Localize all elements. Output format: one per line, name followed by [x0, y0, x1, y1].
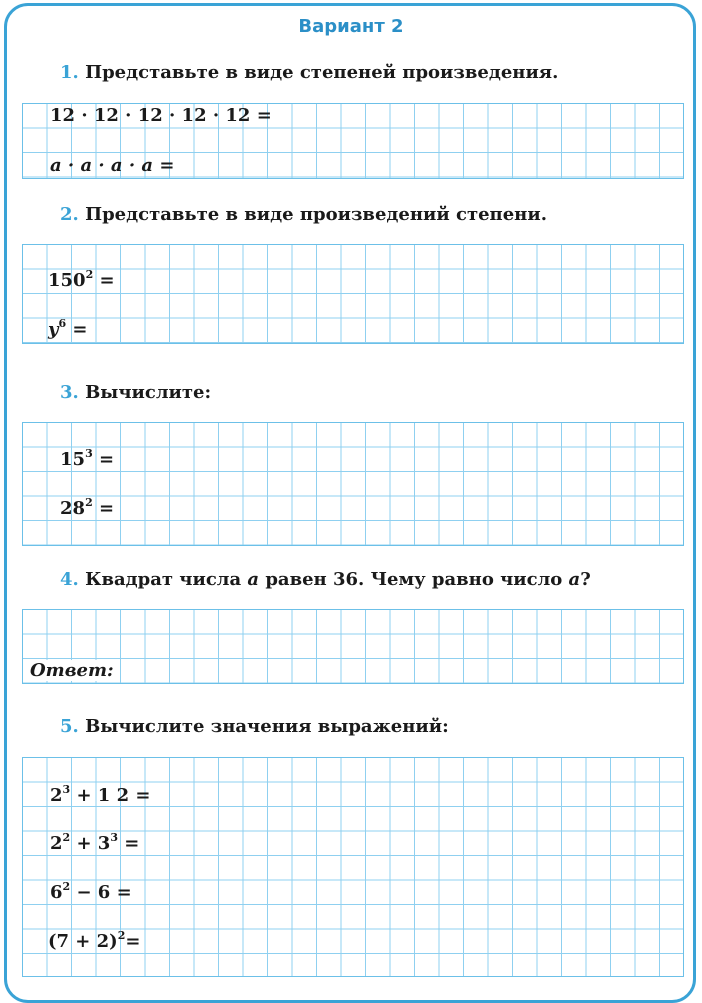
task-1-heading — [60, 62, 558, 83]
expr-mid: + 3 — [70, 833, 111, 854]
expr-exponent: 2 — [62, 880, 71, 893]
task-2-expr-2 — [48, 317, 87, 340]
expr-mid-exponent: 3 — [110, 831, 118, 844]
expr-tail: = — [93, 270, 115, 291]
expr-rest: = — [117, 833, 140, 854]
expr-base: 15 — [60, 449, 86, 470]
expr-exponent: 2 — [117, 929, 126, 942]
expr-base: 2 — [50, 785, 63, 806]
expr-base: 2 — [50, 833, 63, 854]
expr-exponent: 2 — [85, 496, 93, 509]
task-4-text-a: Квадрат числа — [85, 569, 248, 590]
expr-tail: = — [92, 498, 115, 519]
task-2-expr-1 — [48, 268, 115, 291]
task-3-expr-1 — [60, 447, 114, 470]
task-1-number: 1. — [60, 62, 79, 83]
expr-rest: − 6 = — [70, 882, 132, 903]
task-3-text: Вычислите: — [85, 382, 212, 403]
task-5-expr-2 — [50, 831, 139, 854]
expr-tail: = — [92, 449, 115, 470]
expr-base: y — [48, 319, 59, 340]
task-4-var-a: a — [247, 569, 260, 590]
task-4-text-c: ? — [580, 569, 591, 590]
task-2-text: Представьте в виде произведений степени. — [85, 204, 547, 225]
task-5-expr-4 — [48, 929, 140, 952]
task-4-heading — [60, 569, 591, 590]
task-5-expr-1 — [50, 783, 150, 806]
expr-exponent: 6 — [58, 317, 67, 330]
task-4-grid[interactable] — [22, 609, 684, 684]
expr-rest: + 1 2 = — [70, 785, 151, 806]
expr-exponent: 3 — [62, 783, 71, 796]
expr-exponent: 2 — [85, 268, 94, 281]
task-4-answer-label: Ответ: — [30, 660, 114, 681]
expr-base: 150 — [48, 270, 86, 291]
task-4-number: 4. — [60, 569, 79, 590]
task-5-number: 5. — [60, 716, 79, 737]
task-3-heading — [60, 382, 211, 403]
task-5-heading — [60, 716, 449, 737]
task-3-grid[interactable] — [22, 422, 684, 546]
expr-tail: = — [66, 319, 88, 340]
expr-rest: = — [125, 931, 141, 952]
variant-title: Вариант 2 — [298, 16, 404, 37]
task-5-expr-3 — [50, 880, 132, 903]
task-2-number: 2. — [60, 204, 79, 225]
expr-exponent: 2 — [62, 831, 71, 844]
task-3-number: 3. — [60, 382, 79, 403]
expr-base: 28 — [60, 498, 86, 519]
task-4-var-a-2: a — [568, 569, 581, 590]
task-1-expr-2: a · a · a · a = — [50, 155, 175, 176]
expr-base: 6 — [50, 882, 63, 903]
task-1-expr-1: 12 · 12 · 12 · 12 · 12 = — [50, 105, 272, 126]
task-3-expr-2 — [60, 496, 114, 519]
task-5-text: Вычислите значения выражений: — [85, 716, 449, 737]
task-1-text: Представьте в виде степеней произведения. — [85, 62, 559, 83]
expr-exponent: 3 — [85, 447, 93, 460]
expr-base: (7 + 2) — [48, 931, 118, 952]
task-2-grid[interactable] — [22, 244, 684, 344]
task-2-heading — [60, 204, 547, 225]
task-4-text-b: равен 36. Чему равно число — [259, 569, 569, 590]
